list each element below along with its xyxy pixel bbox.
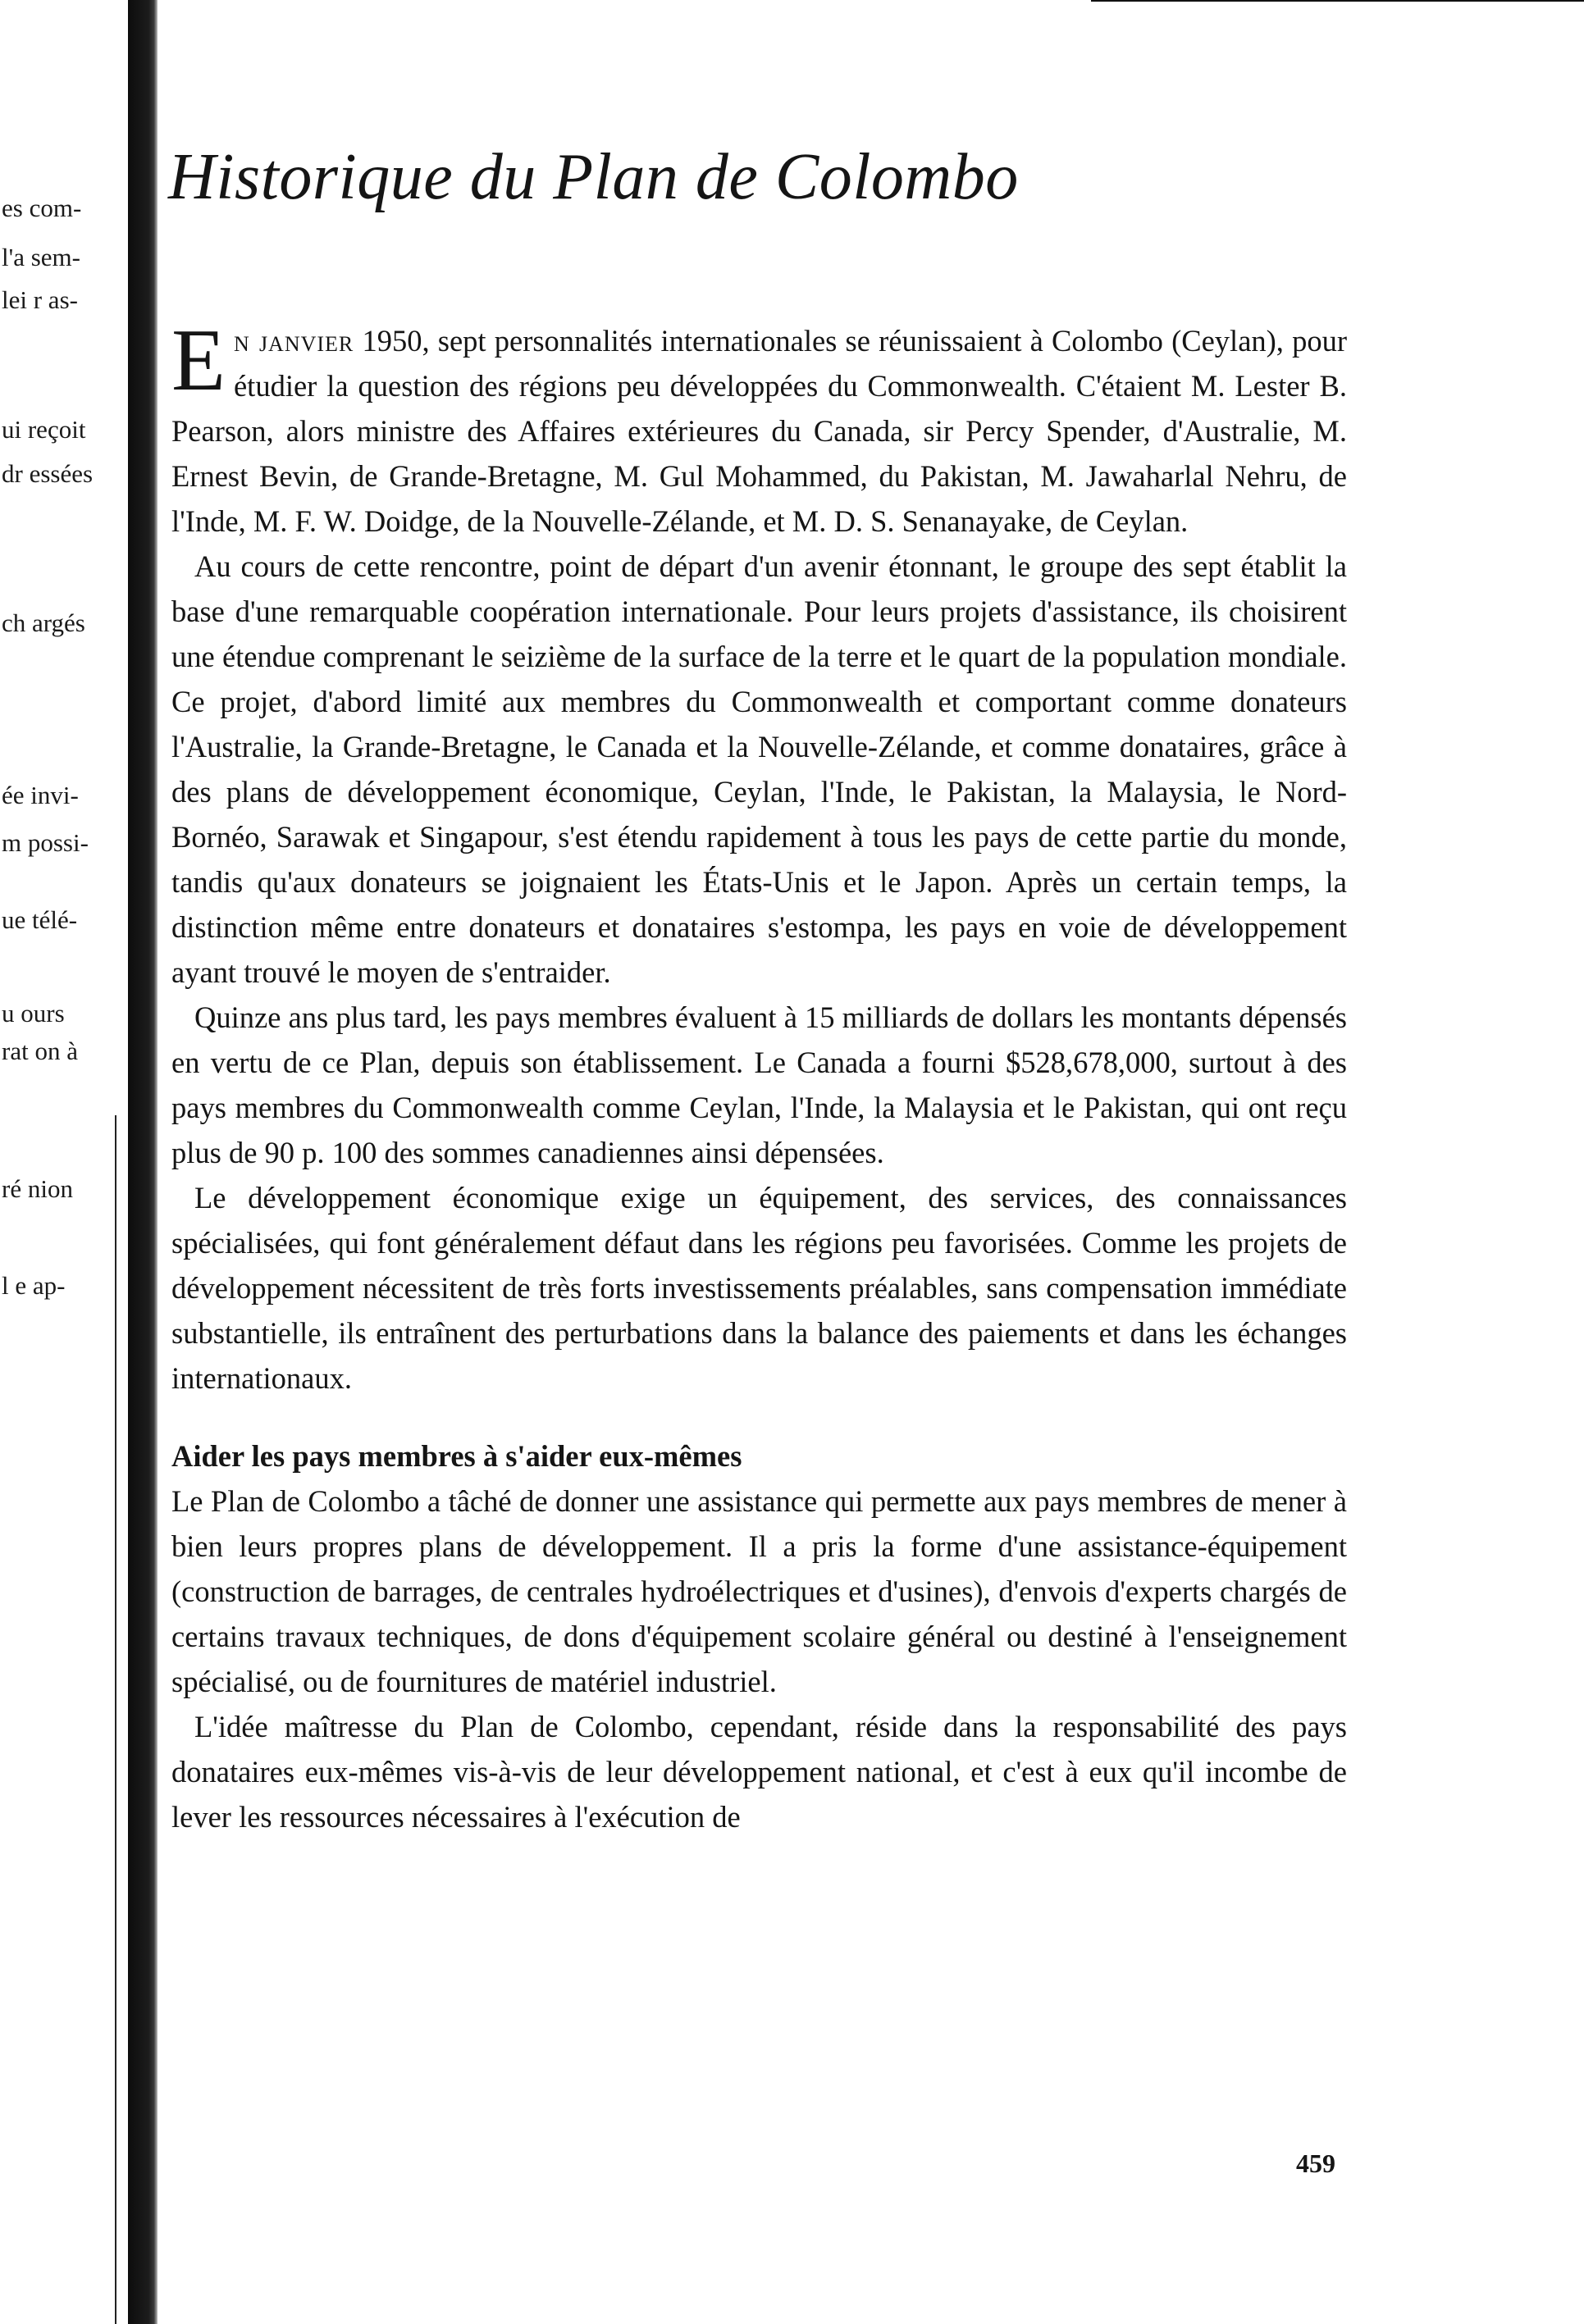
drop-cap: E — [171, 312, 226, 409]
margin-fragment: dr essées — [2, 459, 94, 488]
page-title: Historique du Plan de Colombo — [168, 141, 1019, 213]
page-number: 459 — [1296, 2149, 1335, 2178]
margin-fragment: l e ap- — [2, 1271, 66, 1300]
margin-fragment: m possi- — [2, 828, 89, 857]
margin-fragment: ch argés — [2, 608, 85, 637]
margin-fragment: rat on à — [2, 1037, 78, 1065]
body-paragraph: Le développement économique exige un équipement, des services, des connaissances spécialisées, qui font généralement défaut dans les régions peu favorisées. Comme les projets de développement nécessitent de très forts investissements préalables, sans compensation immédiate substantielle, ils entraînent des perturbations dans la balance des paiements et dans les échanges internationaux. — [171, 1181, 1347, 1395]
intro-paragraph — [171, 312, 1348, 544]
section-paragraph: L'idée maîtresse du Plan de Colombo, cependant, réside dans la responsabilité des pays donataires eux-mêmes vis-à-vis de leur développement national, et c'est à eux qu'il incombe de lever les ressources nécessaires à l'exécution de — [171, 1710, 1347, 1834]
intro-smallcaps: n janvier — [233, 324, 354, 358]
section-heading: Aider les pays membres à s'aider eux-mêmes — [171, 1439, 742, 1473]
book-binding-shadow — [128, 0, 157, 2324]
gutter-rule — [115, 1115, 116, 2324]
margin-fragment: ui reçoit — [2, 415, 86, 444]
section-paragraph: Le Plan de Colombo a tâché de donner une assistance qui permette aux pays membres de mener à bien leurs propres plans de développement. Il a pris la forme d'une assistance-équipement (construction de barrages, de centrales hydroélectriques et d'usines), d'envois d'experts chargés de certains travaux techniques, de dons d'équipement scolaire général ou destiné à l'enseignement spécialisé, ou de fournitures de matériel industriel. — [171, 1484, 1347, 1698]
intro-text: 1950, sept personnalités internationales se réunissaient à Colombo (Ceylan), pour étudier la question des régions peu développées du Commonwealth. C'étaient M. Lester B. Pearson, alors ministre des Affaires extérieures du Canada, sir Percy Spender, d'Australie, M. Ernest Bevin, de Grande-Bretagne, M. Gul Mohammed, du Pakistan, M. Jawaharlal Nehru, de l'Inde, M. F. W. Doidge, de la Nouvelle-Zélande, et M. D. S. Senanayake, de Ceylan. — [171, 324, 1348, 538]
margin-fragment: es com- — [2, 194, 82, 222]
margin-fragment: l'a sem- — [2, 243, 80, 271]
body-paragraph: Au cours de cette rencontre, point de départ d'un avenir étonnant, le groupe des sept établit la base d'une remarquable coopération internationale. Pour leurs projets d'assistance, ils choisirent une étendue comprenant le seizième de la surface de la terre et le quart de la population mondiale. Ce projet, d'abord limité aux membres du Commonwealth et comportant comme donateurs l'Australie, la Grande-Bretagne, le Canada et la Nouvelle-Zélande, et comme donataires, grâce à des plans de développement économique, Ceylan, l'Inde, le Pakistan, la Malaysia, le Nord-Bornéo, Sarawak et Singapour, s'est étendu rapidement à tous les pays de cette partie du monde, tandis qu'aux donateurs se joignaient les États-Unis et le Japon. Après un certain temps, la distinction même entre donateurs et donataires s'estompa, les pays en voie de développement ayant trouvé le moyen de s'entraider. — [171, 549, 1347, 989]
margin-fragment: lei r as- — [2, 285, 78, 314]
previous-page-margin — [0, 0, 115, 2324]
margin-fragment: u ours — [2, 999, 65, 1028]
article-body — [171, 312, 1348, 1839]
top-edge-rule — [1091, 0, 1584, 2]
margin-fragment: ée invi- — [2, 781, 79, 809]
margin-fragment: ue télé- — [2, 905, 78, 934]
margin-fragment: ré nion — [2, 1174, 73, 1203]
body-paragraph: Quinze ans plus tard, les pays membres évaluent à 15 milliards de dollars les montants dépensés en vertu de ce Plan, depuis son établissement. Le Canada a fourni $528,678,000, surtout à des pays membres du Commonwealth comme Ceylan, l'Inde, la Malaysia et le Pakistan, qui ont reçu plus de 90 p. 100 des sommes canadiennes ainsi dépensées. — [171, 1000, 1347, 1169]
